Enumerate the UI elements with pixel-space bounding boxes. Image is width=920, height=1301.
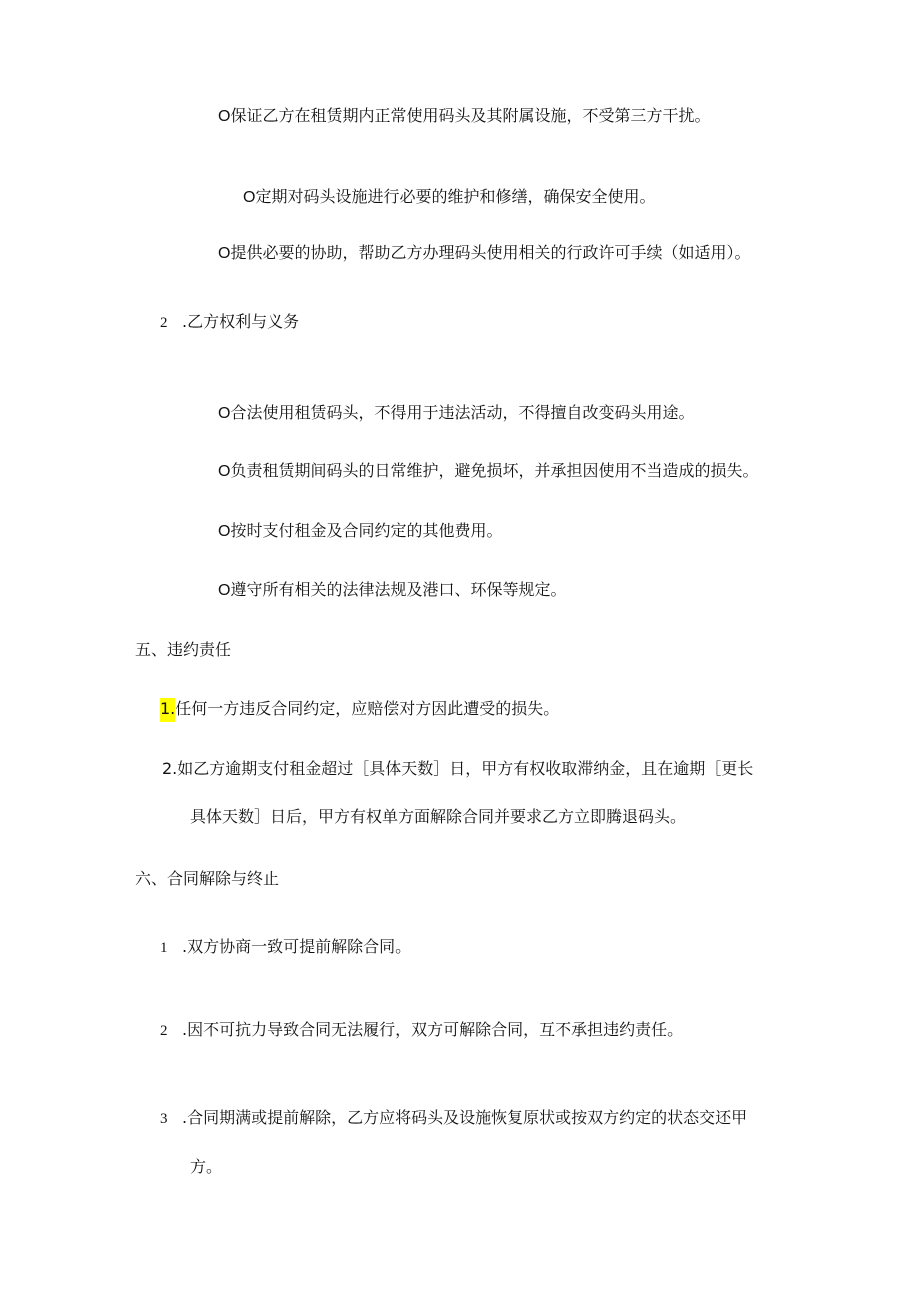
- section-5-item-2-line-1: 2.如乙方逾期支付租金超过［具体天数］日，甲方有权收取滞纳金，且在逾期［更长: [162, 759, 754, 778]
- party-b-item-4-text: 遵守所有相关的法律法规及港口、环保等规定。: [230, 580, 567, 599]
- section-5-item-1-text: 任何一方违反合同约定，应赔偿对方因此遭受的损失。: [175, 699, 560, 718]
- party-b-item-3: [218, 520, 502, 543]
- party-b-item-3-text: 按时支付租金及合同约定的其他费用。: [230, 521, 503, 540]
- section-6-item-1-text: .双方协商一致可提前解除合同。: [182, 937, 412, 956]
- bullet-marker: O: [243, 189, 256, 206]
- section-6-item-2: [160, 1019, 683, 1042]
- section-6-item-3-number: 3: [160, 1111, 168, 1127]
- bullet-marker: O: [218, 523, 231, 540]
- party-a-item-2: [243, 186, 655, 209]
- bullet-marker: O: [218, 245, 231, 262]
- party-b-item-4: [218, 579, 566, 602]
- section-5-item-2-line-2: 具体天数］日后，甲方有权单方面解除合同并要求乙方立即腾退码头。: [190, 807, 687, 826]
- section-6-item-2-number: 2: [160, 1023, 168, 1039]
- party-b-heading: [160, 311, 299, 334]
- party-b-item-1: [218, 402, 694, 425]
- section-6-heading: 六、合同解除与终止: [135, 869, 280, 888]
- party-b-number: 2: [160, 315, 168, 331]
- party-b-title: .乙方权利与义务: [182, 312, 300, 331]
- section-5-heading: 五、违约责任: [135, 640, 232, 659]
- section-6-item-3: [160, 1107, 747, 1130]
- bullet-marker: O: [218, 108, 231, 125]
- section-6-item-3-continuation: 方。: [190, 1157, 223, 1176]
- section-5-item-1: [160, 698, 559, 722]
- party-a-item-3: [218, 242, 750, 265]
- section-6-item-1: [160, 936, 411, 959]
- section-6-item-3-text: .合同期满或提前解除，乙方应将码头及设施恢复原状或按双方约定的状态交还甲: [182, 1108, 748, 1127]
- section-6-item-2-text: .因不可抗力导致合同无法履行，双方可解除合同，互不承担违约责任。: [182, 1020, 684, 1039]
- party-b-item-1-text: 合法使用租赁码头，不得用于违法活动，不得擅自改变码头用途。: [230, 403, 695, 422]
- party-a-item-3-text: 提供必要的协助，帮助乙方办理码头使用相关的行政许可手续（如适用）。: [230, 243, 751, 262]
- highlight-marker: 1.: [160, 698, 175, 722]
- party-a-item-1: [218, 105, 710, 128]
- party-a-item-2-text: 定期对码头设施进行必要的维护和修缮，确保安全使用。: [255, 187, 656, 206]
- party-b-item-2-text: 负责租赁期间码头的日常维护，避免损坏，并承担因使用不当造成的损失。: [230, 461, 759, 480]
- party-b-item-2: [218, 460, 758, 483]
- section-6-item-1-number: 1: [160, 940, 168, 956]
- party-a-item-1-text: 保证乙方在租赁期内正常使用码头及其附属设施，不受第三方干扰。: [230, 106, 711, 125]
- bullet-marker: O: [218, 405, 231, 422]
- bullet-marker: O: [218, 463, 231, 480]
- bullet-marker: O: [218, 582, 231, 599]
